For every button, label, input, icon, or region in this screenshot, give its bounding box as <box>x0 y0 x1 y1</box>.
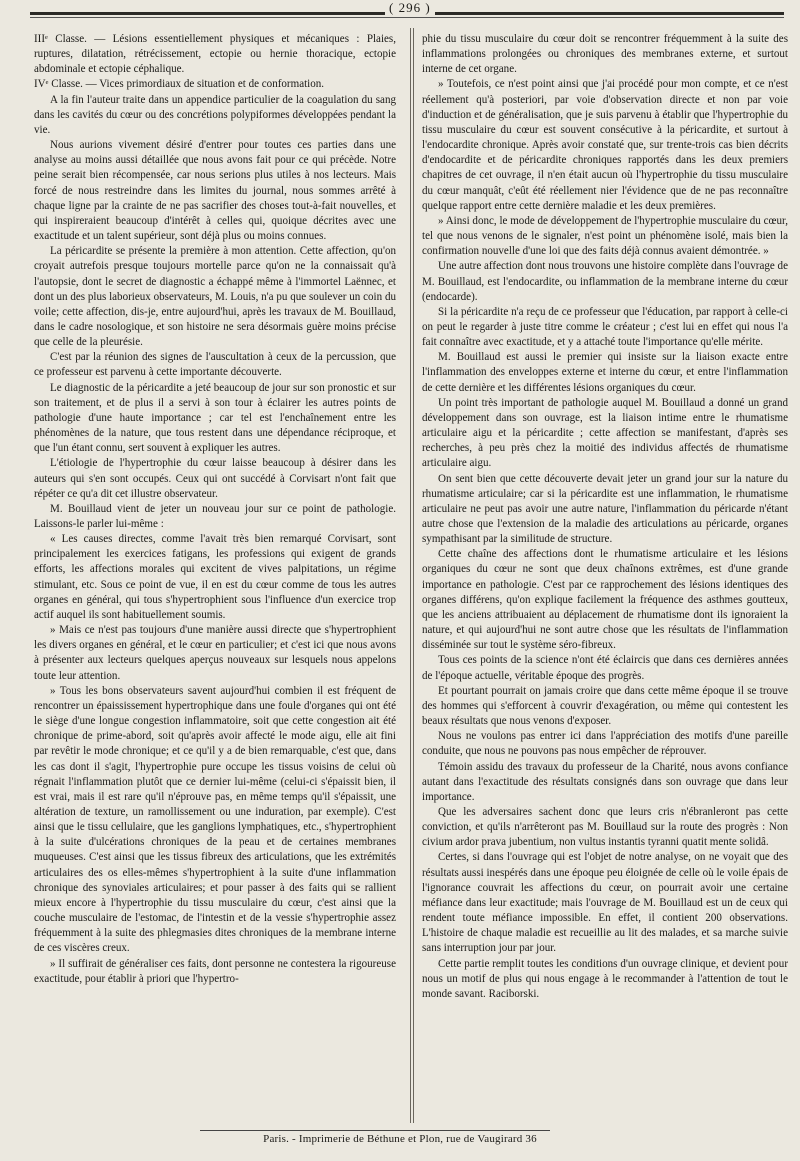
left-column-paragraph: Nous aurions vivement désiré d'entrer pour toutes ces parties dans une analyse au moins aussi détaillée que nous avons fait pour ce qui précède. Notre peine serait bien récompensée, car nous serions plus utiles à nos lecteurs. Mais forcé de nous restreindre dans les limites du journal, nous sommes arrêté à chaque ligne par la crainte de ne pas sacrifier des choses tout-à-fait nouvelles, et qui inspireraient beaucoup d'intérêt à celles qui, quoique décrites avec une exactitude et un talent supérieur, sont déjà plus ou moins connues. <box>34 139 396 243</box>
imprint-line: Paris. - Imprimerie de Béthune et Plon, rue de Vaugirard 36 <box>263 1133 537 1145</box>
right-column-paragraph: » Toutefois, ce n'est point ainsi que j'ai procédé pour mon compte, et ce n'est réellement qu'à posteriori, par voie d'observation directe et non par voie d'induction et de généralisation, que je suis parvenu à établir que l'hypertrophie du tissu musculaire du cœur est souvent consécutive à la péricardite, et surtout à l'endocardite chronique. Après avoir constaté que, sur trente-trois cas bien décrits d'endocardite et de péricardite chroniques rapportés dans les deux premiers chapitres de cet ouvrage, il n'en était aucun où l'hypertrophie du tissu musculaire du cœur manquât, c'eût été réellement nier l'évidence que de ne pas reconnaître quelque rapport entre cette dernière maladie et les deux premières. <box>422 78 788 212</box>
right-column <box>422 32 788 1002</box>
left-column-paragraph: » Mais ce n'est pas toujours d'une manière aussi directe que s'hypertrophient les divers organes en général, et le cœur en particulier; et c'est ici que nous avons à présenter aux lecteurs quelques aperçus nouveaux sur lesquels nous appelons toute leur attention. <box>34 624 396 682</box>
left-column-paragraph: A la fin l'auteur traite dans un appendice particulier de la coagulation du sang dans les cavités du cœur ou des concrétions polypiformes développées pendant la vie. <box>34 93 396 136</box>
footer-rule <box>200 1130 550 1131</box>
left-column <box>34 32 396 987</box>
left-column-paragraph: IVᵉ Classe. — Vices primordiaux de situation et de conformation. <box>34 78 325 91</box>
right-column-paragraph: Un point très important de pathologie auquel M. Bouillaud a donné un grand développement dans son ouvrage, est la liaison intime entre le rhumatisme articulaire aigu et la péricardite ; cette affection se manifestant, d'après ses recherches, à peu près chez la moitié des individus affectés de rhumatisme articulaire aigu. <box>422 396 788 470</box>
left-column-paragraph: IIIᵉ Classe. — Lésions essentiellement physiques et mécaniques : Plaies, ruptures, dilatation, rétrécissement, ectopie ou hernie thoracique, ectopie abdominale et ectopie céphalique. <box>34 33 396 76</box>
right-column-paragraph: Une autre affection dont nous trouvons une histoire complète dans l'ouvrage de M. Bouillaud, est l'endocardite, ou inflammation de la membrane interne du cœur (endocarde). <box>422 260 788 303</box>
left-column-paragraph: La péricardite se présente la première à mon attention. Cette affection, qu'on croyait autrefois presque toujours mortelle parce qu'on ne la connaissait qu'à l'autopsie, dont le secret de diagnostic a échappé même à l'immortel Laënnec, et dont un des plus laborieux observateurs, M. Louis, n'a pu que soulever un coin du voile; cette affection, dis-je, entre aujourd'hui, après les travaux de M. Bouillaud, dans le cadre nosologique, et son histoire ne sera désormais guère moins précise que celle de la pleurésie. <box>34 245 396 349</box>
right-column-paragraph: Si la péricardite n'a reçu de ce professeur que l'éducation, par rapport à celle-ci on peut le regarder à juste titre comme le créateur ; c'est lui en effet qui nous l'a fait connaître avec exactitude, et y a attaché toute l'importance qu'elle mérite. <box>422 305 788 349</box>
left-column-paragraph: « Les causes directes, comme l'avait très bien remarqué Corvisart, sont principalement les exercices fatigans, les professions qui exigent de grands efforts, les affections morales qui excitent de vives palpitations, un régime stimulant, etc. Sous ce point de vue, il en est du cœur comme de tous les autres organes en général, qui tous s'hypertrophient sous l'influence d'un exercice trop actif auquel ils sont habituellement soumis. <box>34 533 396 621</box>
right-column-paragraph: Tous ces points de la science n'ont été éclaircis que dans ces dernières années de l'époque actuelle, véritable époque des progrès. <box>422 654 788 682</box>
left-column-paragraph: Le diagnostic de la péricardite a jeté beaucoup de jour sur son pronostic et sur son traitement, et de plus il a servi à son tour à éclairer les autres points de pathologie d'une haute importance ; car tel est l'enchaînement entre les phénomènes de la nature, que tous restent dans une dépendance réciproque, et que l'un étant connu, sert souvent à expliquer les autres. <box>34 381 396 455</box>
right-column-paragraph: On sent bien que cette découverte devait jeter un grand jour sur la nature du rhumatisme articulaire; car si la péricardite est une inflammation, le rhumatisme articulaire ne peut pas avoir une autre nature, l'inflammation du péricarde n'étant autre chose que l'extension de la maladie des articulations au péricarde, organes sympathisant par la similitude de structure. <box>422 472 788 546</box>
left-column-paragraph: C'est par la réunion des signes de l'auscultation à ceux de la percussion, que ce professeur est parvenu à cette importante découverte. <box>34 351 396 379</box>
left-column-paragraph: » Il suffirait de généraliser ces faits, dont personne ne contestera la rigoureuse exactitude, pour établir à priori que l'hypertro- <box>34 957 396 985</box>
right-column-paragraph: Nous ne voulons pas entrer ici dans l'appréciation des motifs d'une pareille conduite, que nous ne pouvons pas nous empêcher de réprouver. <box>422 730 788 758</box>
column-divider-secondary <box>413 28 414 1123</box>
header-rule-thin <box>30 17 784 18</box>
right-column-paragraph: Cette chaîne des affections dont le rhumatisme articulaire et les lésions organiques du cœur ne sont que deux chaînons extrêmes, est d'une grande importance en pathologie. C'est par ce rapprochement des lésions identiques des organes différens, qu'on explique facilement la fréquence des asthmes goutteux, que les anciens attribuaient au déplacement de rhumatisme dont ils ignoraient la nature, et qui aujourd'hui ne sont autre chose que les résultats de l'inflammation disséminée sur tout le système séro-fibreux. <box>422 548 788 652</box>
left-column-paragraph: L'étiologie de l'hypertrophie du cœur laisse beaucoup à désirer dans les auteurs qui s'en sont occupés. Ceux qui ont succédé à Corvisart n'ont fait que répéter ce qu'a dit cet illustre observateur. <box>34 457 396 500</box>
right-column-paragraph: phie du tissu musculaire du cœur doit se rencontrer fréquemment à la suite des inflammations prolongées ou chroniques des membranes externe, et surtout interne de cet organe. <box>422 33 788 76</box>
right-column-paragraph: Que les adversaires sachent donc que leurs cris n'ébranleront pas cette conviction, et qu'ils n'arrêteront pas M. Bouillaud sur la route des progrès : Non civium ardor prava jubentium, non vultus instantis tyranni quatit mente solidâ. <box>422 805 788 849</box>
right-column-paragraph: » Ainsi donc, le mode de développement de l'hypertrophie musculaire du cœur, tel que nous venons de le signaler, n'est point un phénomène isolé, mais bien la confirmation nouvelle d'une loi que des faits déjà connus avaient démontrée. » <box>422 214 788 258</box>
column-divider <box>410 28 411 1123</box>
left-column-paragraph: M. Bouillaud vient de jeter un nouveau jour sur ce point de pathologie. Laissons-le parler lui-même : <box>34 502 396 530</box>
page-number: ( 296 ) <box>385 0 435 16</box>
right-column-paragraph: Certes, si dans l'ouvrage qui est l'objet de notre analyse, on ne voyait que des résultats aussi inespérés dans une époque peu éloignée de celle où le voile épais de l'ignorance couvrait les affections du cœur, on pourrait avoir une certaine méfiance dans leur exactitude; mais l'ouvrage de M. Bouillaud est un de ceux qui rendent toute méfiance impossible. En effet, il contient 200 observations. L'histoire de chaque maladie est recueillie au lit des malades, et sa marche suivie sans interruption jour par jour. <box>422 851 788 955</box>
right-column-paragraph: Cette partie remplit toutes les conditions d'un ouvrage clinique, et devient pour nous un motif de plus qui nous engage à le recommander à l'attention de tout le monde savant. Raciborski. <box>422 957 788 1000</box>
right-column-paragraph: Témoin assidu des travaux du professeur de la Charité, nous avons confiance autant dans l'exactitude des résultats consignés dans son ouvrage que dans leur importance. <box>422 760 788 803</box>
right-column-paragraph: Et pourtant pourrait on jamais croire que dans cette même époque il se trouve des hommes qui s'efforcent à couvrir d'exagération, ou même qui contestent les beaux résultats que nous venons d'exposer. <box>422 684 788 728</box>
right-column-paragraph: M. Bouillaud est aussi le premier qui insiste sur la liaison exacte entre l'inflammation des enveloppes externe et interne du cœur, et entre l'inflammation de cette dernière et les différentes lésions organiques du cœur. <box>422 351 788 394</box>
left-column-paragraph: » Tous les bons observateurs savent aujourd'hui combien il est fréquent de rencontrer un épaississement hypertrophique dans une foule d'organes qui ont été le siège d'une longue congestion inflammatoire, soit que cette congestion ait été chronique de prime-abord, soit qu'après avoir affecté le mode aigu, elle ait fini par revêtir le mode chronique; et ce qu'il y a de bien remarquable, c'est que, dans les cas dont il s'agit, l'hypertrophie pure occupe les tissus voisins de celui où régnait l'inflammation plutôt que ce dernier lui-même (celui-ci s'épaissit bien, il est vrai, mais il est rare qu'il n'éprouve pas, en même temps qu'il s'épaissit, une altération de texture, un ramollissement ou une induration, par exemple). C'est ainsi que le tissu cellulaire, que les ganglions lymphatiques, etc., s'hypertrophient à la suite d'ulcérations chroniques de la peau et de certaines membranes muqueuses. C'est ainsi que les tissus fibreux des articulations, que les extrémités articulaires des os elles-mêmes s'hypertrophient à la suite d'une inflammation chronique des synoviales articulaires; et pour passer à des faits qui se rallient mieux encore à l'hypertrophie du tissu musculaire du cœur, c'est ainsi que la couche musculaire de l'estomac, de l'intestin et de la vessie s'hypertrophie assez fréquemment à la suite des phlegmasies dites chroniques de la membrane interne de ces viscères creux. <box>34 684 396 955</box>
